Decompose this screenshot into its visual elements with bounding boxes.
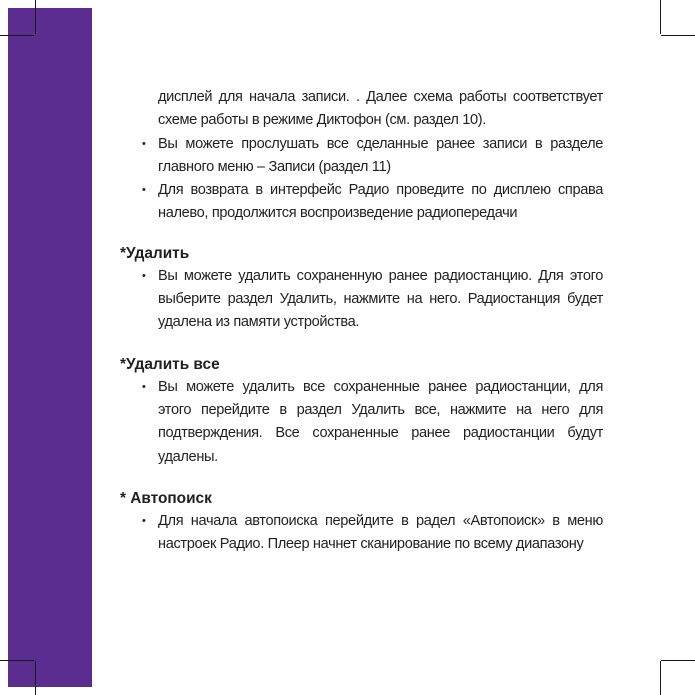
- crop-mark: [661, 660, 695, 661]
- crop-mark: [35, 0, 36, 34]
- list-item: [120, 376, 603, 469]
- crop-mark: [660, 0, 661, 34]
- page-content: [120, 86, 603, 556]
- continuation-paragraph: дисплей для начала записи. . Далее схема работы соответствует схеме работы в режиме Диктофон (см. раздел 10).: [158, 89, 603, 129]
- list-item: [120, 133, 603, 180]
- crop-mark: [660, 661, 661, 695]
- section-bullet-list: [120, 510, 603, 557]
- bullet-text: Вы можете удалить все сохраненные ранее радиостанции, для этого перейдите в раздел Удалить все, нажмите на него для подтверждения. Все сохраненные ранее радиостанции будут удалены.: [158, 378, 603, 465]
- crop-mark: [35, 661, 36, 695]
- bullet-text: Вы можете прослушать все сделанные ранее записи в разделе главного меню – Записи (раздел 11): [158, 135, 603, 175]
- bullet-icon: •: [142, 269, 146, 282]
- crop-mark: [0, 35, 34, 36]
- bullet-icon: •: [142, 184, 146, 197]
- section-heading-autosearch: * Автопоиск: [120, 489, 212, 507]
- crop-mark: [0, 660, 34, 661]
- bullet-icon: •: [142, 137, 146, 150]
- bullet-icon: •: [142, 514, 146, 527]
- intro-bullet-list: [120, 133, 603, 226]
- list-item: [120, 510, 603, 557]
- bullet-text: Для возврата в интерфейс Радио проведите по дисплею справа налево, продолжится воспроизведение радиопередачи: [158, 182, 603, 222]
- section-bullet-list: [120, 265, 603, 335]
- list-item: [120, 265, 603, 335]
- bullet-text: Вы можете удалить сохраненную ранее радиостанцию. Для этого выберите раздел Удалить, нажмите на него. Радиостанция будет удалена из памяти устройства.: [158, 267, 603, 331]
- section-heading-delete-all: *Удалить все: [120, 355, 220, 373]
- section-bullet-list: [120, 376, 603, 469]
- crop-mark: [661, 35, 695, 36]
- purple-sidebar-bar: [8, 8, 92, 687]
- bullet-icon: •: [142, 380, 146, 393]
- list-item: [120, 179, 603, 226]
- section-heading-delete: *Удалить: [120, 244, 190, 262]
- bullet-text: Для начала автопоиска перейдите в радел «Автопоиск» в меню настроек Радио. Плеер начнет сканирование по всему диапазону: [158, 512, 603, 553]
